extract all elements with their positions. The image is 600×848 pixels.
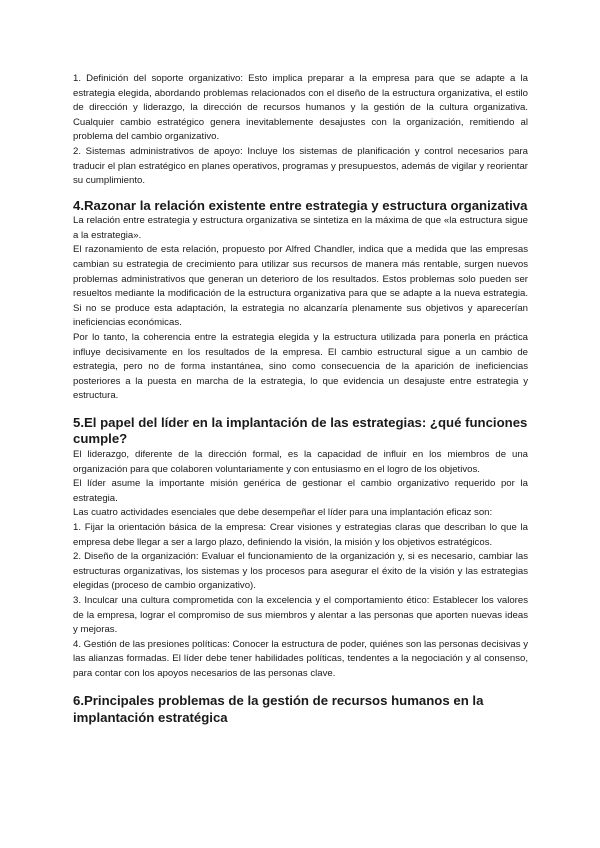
- section-5-paragraph-1: El liderazgo, diferente de la dirección formal, es la capacidad de influir en los miembros de una organización para que colaboren voluntariamente y con entusiasmo en el logro de los objetivos.: [73, 448, 528, 475]
- section-4-heading: 4.Razonar la relación existente entre estrategia y estructura organizativa: [73, 197, 528, 213]
- section-5-paragraph-3: Las cuatro actividades esenciales que debe desempeñar el líder para una implantación eficaz son:: [73, 507, 493, 519]
- section-6-heading: 6.Principales problemas de la gestión de recursos humanos en la implantación estratégica: [73, 693, 484, 725]
- intro-item-2: 2. Sistemas administrativos de apoyo: Incluye los sistemas de planificación y control necesarios para traducir el plan estratégico en planes operativos, programas y presupuestos, además de vigilar y reorientar su cumplimiento.: [73, 145, 528, 187]
- section-5-heading: 5.El papel del líder en la implantación de las estrategias: ¿qué funciones cumple?: [73, 414, 528, 447]
- intro-item-1: 1. Definición del soporte organizativo: Esto implica preparar a la empresa para que se adapte a la estrategia elegida, abordando problemas relacionados con el diseño de la estructura organizativa, el estilo de dirección y liderazgo, la dirección de recursos humanos y la gestión de la cultura organizativa. Cualquier cambio estratégico genera inevitablemente desajustes con la organización, remitiendo al problema del cambio organizativo.: [73, 73, 528, 143]
- section-4-paragraph-3: Por lo tanto, la coherencia entre la estrategia elegida y la estructura utilizada para ponerla en práctica influye decisivamente en los resultados de la empresa. El cambio estructural sigue a un cambio de estrategia, pero no de forma instantánea, sino como consecuencia de la aparición de ineficiencias posteriores a la puesta en marcha de la estrategia, lo que evidencia un desajuste entre estrategia y estructura.: [73, 332, 528, 402]
- section-5-paragraph-2: El líder asume la importante misión genérica de gestionar el cambio organizativo requerido por la estrategia.: [73, 478, 528, 504]
- document-page: [73, 72, 528, 726]
- section-5-list-item-2: 2. Diseño de la organización: Evaluar el funcionamiento de la organización y, si es necesario, cambiar las estructuras organizativas, los sistemas y los procesos para asegurar el éxito de la visión y las estrategias elegidas (proceso de cambio organizativo).: [73, 551, 528, 592]
- section-5-list-item-1: 1. Fijar la orientación básica de la empresa: Crear visiones y estrategias claras que describan lo que la empresa debe llegar a ser a largo plazo, definiendo la visión, la misión y los objetivos estratégicos.: [73, 521, 528, 548]
- section-5-list-item-3: 3. Inculcar una cultura comprometida con la excelencia y el comportamiento ético: Establecer los valores de la empresa, lograr el compromiso de sus miembros y alentar a las personas que aporten nuevas ideas y mejoras.: [73, 594, 528, 636]
- section-4-paragraph-2: El razonamiento de esta relación, propuesto por Alfred Chandler, indica que a medida que las empresas cambian su estrategia de crecimiento para utilizar sus recursos de manera más rentable, surgen nuevos problemas administrativos que generan un deterioro de los resultados. Estos problemas solo pueden ser resueltos mediante la modificación de la estructura organizativa para que se adapte a la nueva estrategia. Si no se produce esta adaptación, la estrategia no alcanzaría plenamente sus objetivos y aparecerían ineficiencias económicas.: [73, 244, 528, 329]
- section-4-paragraph-1: La relación entre estrategia y estructura organizativa se sintetiza en la máxima de que «la estructura sigue a la estrategia».: [73, 215, 528, 241]
- section-5-list-item-4: 4. Gestión de las presiones políticas: Conocer la estructura de poder, quiénes son las personas decisivas y las alianzas formadas. El líder debe tener habilidades políticas, tendentes a la negociación y al consenso, para contar con los apoyos necesarios de las personas clave.: [73, 638, 528, 679]
